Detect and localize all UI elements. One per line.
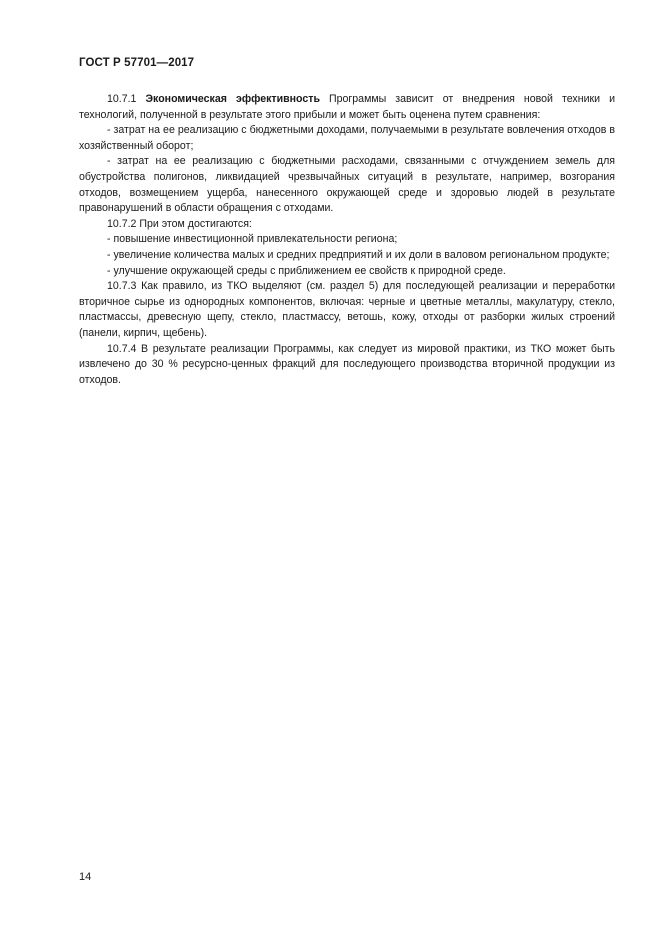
list-item: - затрат на ее реализацию с бюджетными доходами, получаемыми в результате вовлечения отходов в хозяйственный оборот; (79, 124, 615, 152)
paragraph-10-7-4: 10.7.4 В результате реализации Программы, как следует из мировой практики, из ТКО может быть извлечено до 30 % ресурсно-ценных фракций для последующего производства вторичной продукции из отходов. (79, 342, 615, 386)
page-number: 14 (79, 871, 92, 883)
list-item: - увеличение количества малых и средних предприятий и их доли в валовом региональном продукте; (107, 248, 610, 261)
clause-title: Экономическая эффективность (145, 93, 320, 105)
clause-number: 10.7.1 (107, 93, 146, 105)
paragraph-10-7-2: 10.7.2 При этом достигаются: (107, 217, 252, 230)
paragraph-10-7-1 (79, 92, 615, 123)
list-item: - улучшение окружающей среды с приближением ее свойств к природной среде. (107, 264, 506, 277)
list-item: - затрат на ее реализацию с бюджетными расходами, связанными с отчуждением земель для обустройства полигонов, ликвидацией чрезвычайных ситуаций в результате, например, возгорания отходов, возмещением ущерба, нанесенного окружающей среде и здоровью людей в результате правонарушений в области обращения с отходами. (79, 155, 615, 215)
document-body (79, 92, 615, 388)
clause-text: Программы зависит от внедрения новой техники и технологий, полученной в результате этого прибыли и может быть оценена путем сравнения: (79, 93, 616, 121)
document-header: ГОСТ Р 57701—2017 (79, 57, 195, 69)
list-item: - повышение инвестиционной привлекательности региона; (107, 233, 398, 246)
paragraph-10-7-3: 10.7.3 Как правило, из ТКО выделяют (см. раздел 5) для последующей реализации и переработки вторичное сырье из однородных компонентов, включая: черные и цветные металлы, макулатуру, стекло, пластмассы, древесную щепу, стекло, пластмассу, ветошь, кожу, отходы от разборки жилых строений (панели, кирпич, щебень). (79, 280, 615, 339)
